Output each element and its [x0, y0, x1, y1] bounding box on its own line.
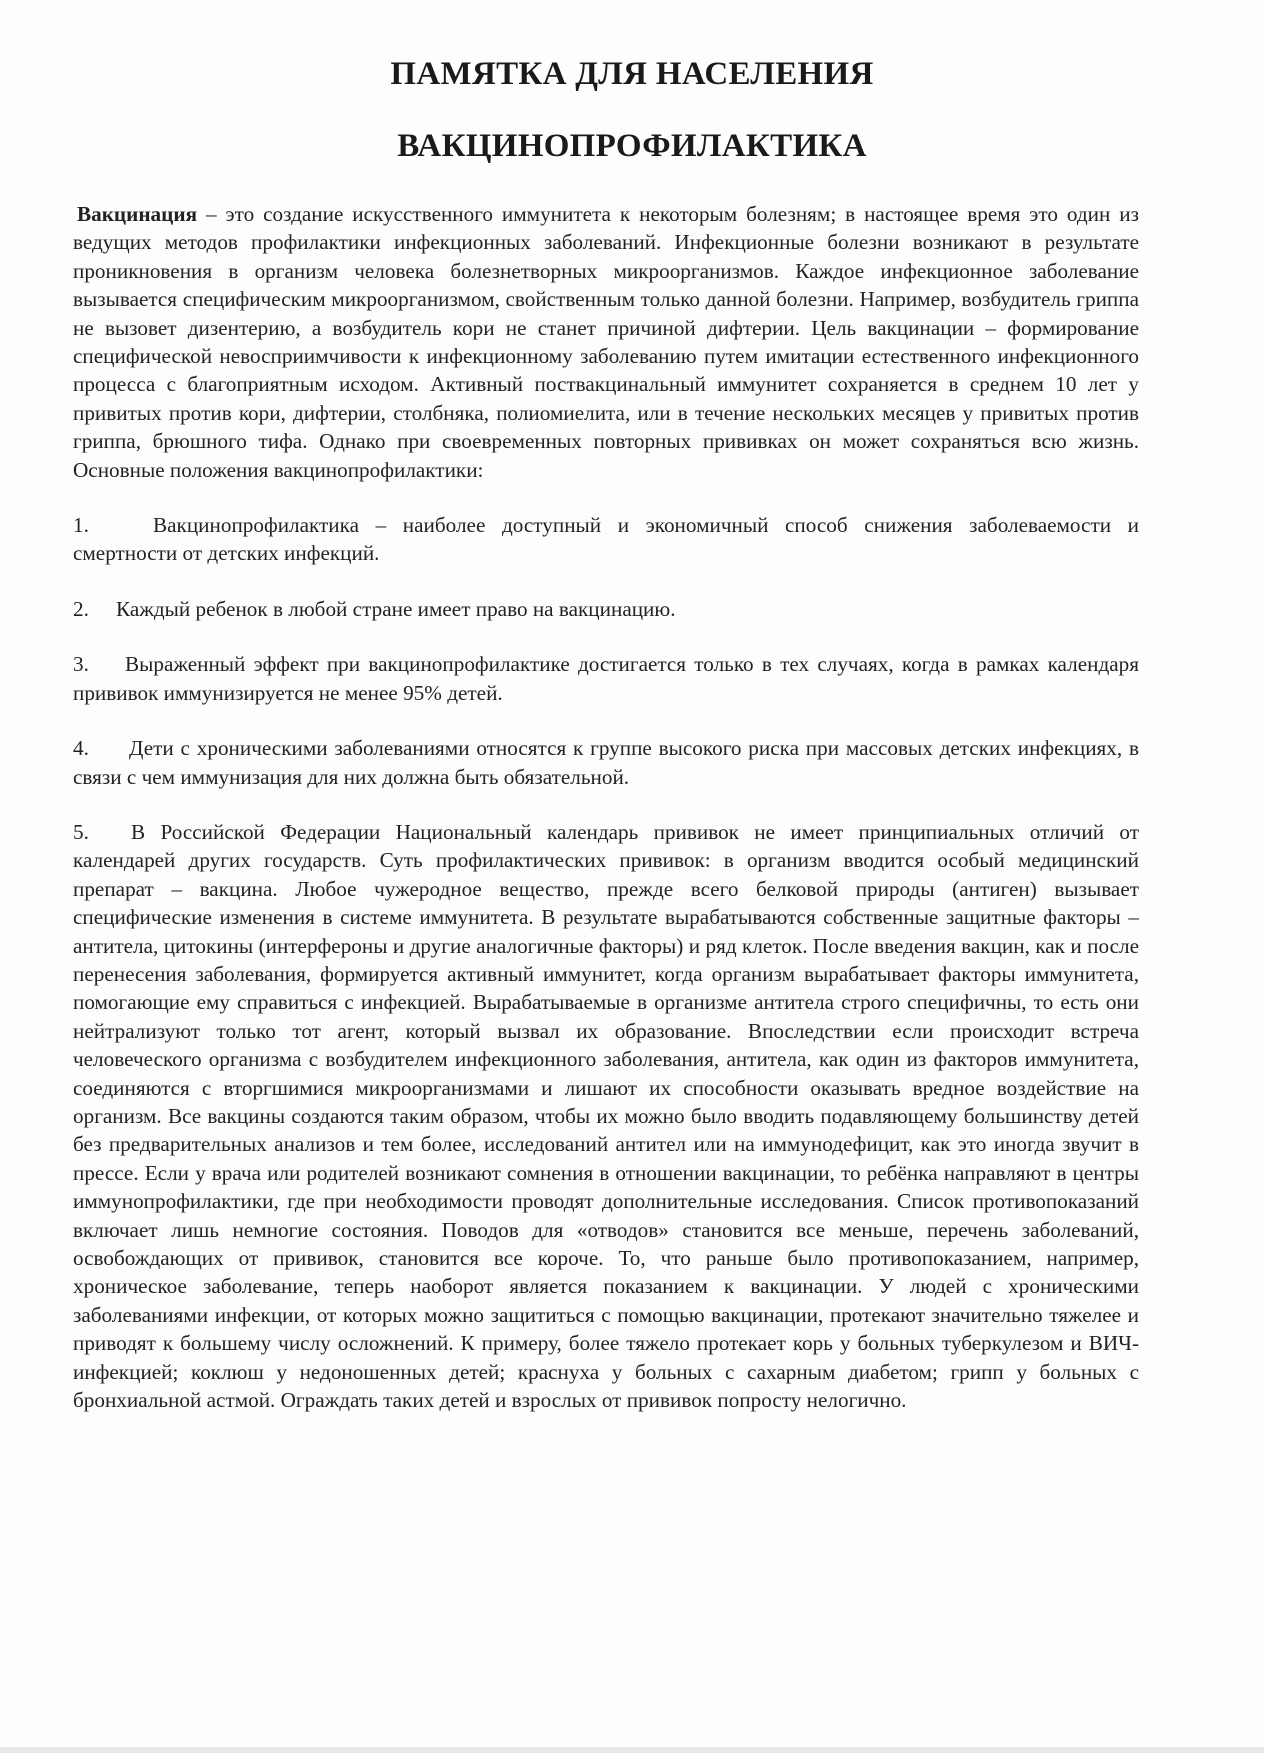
list-item: [73, 734, 1139, 791]
list-item-number: 5.: [73, 819, 89, 844]
intro-text: – это создание искусственного иммунитета к некоторым болезням; в настоящее время это один из ведущих методов профилактики инфекционных заболеваний. Инфекционные болезни возникают в результате проникновения в организм человека болезнетворных микроорганизмов. Каждое инфекционное заболевание вызывается специфическим микроорганизмом, свойственным только данной болезни. Например, возбудитель гриппа не вызовет дизентерию, а возбудитель кори не станет причиной дифтерии. Цель вакцинации – формирование специфической невосприимчивости к инфекционному заболеванию путем имитации естественного инфекционного процесса с благоприятным исходом. Активный поствакцинальный иммунитет сохраняется в среднем 10 лет у привитых против кори, дифтерии, столбняка, полиомиелита, или в течение нескольких месяцев у привитых против гриппа, брюшного тифа. Однако при своевременных повторных прививках он может сохраняться всю жизнь. Основные положения вакцинопрофилактики:: [73, 202, 1139, 482]
list-item-number: 2.: [73, 596, 89, 621]
intro-paragraph: [73, 200, 1139, 484]
list-item-text: Дети с хроническими заболеваниями относятся к группе высокого риска при массовых детских инфекциях, в связи с чем иммунизация для них должна быть обязательной.: [73, 736, 1139, 789]
list-item: [73, 511, 1139, 568]
list-item: [73, 818, 1139, 1415]
list-item-number: 1.: [73, 513, 89, 538]
list-item-number: 3.: [73, 652, 89, 677]
scan-edge-divider: [0, 1747, 1264, 1753]
list-item-text: Вакцинопрофилактика – наиболее доступный и экономичный способ снижения заболеваемости и смертности от детских инфекций.: [73, 513, 1139, 566]
list-item-text: Выраженный эффект при вакцинопрофилактике достигается только в тех случаях, когда в рамках календаря прививок иммунизируется не менее 95% детей.: [73, 652, 1139, 705]
list-item-text: Каждый ребенок в любой стране имеет право на вакцинацию.: [116, 596, 676, 621]
document-body: [73, 200, 1139, 1414]
list-item-text: В Российской Федерации Национальный календарь прививок не имеет принципиальных отличий от календарей других государств. Суть профилактических прививок: в организм вводится особый медицинский препарат – вакцина. Любое чужеродное вещество, прежде всего белковой природы (антиген) вызывает специфические изменения в системе иммунитета. В результате вырабатываются собственные защитные факторы – антитела, цитокины (интерфероны и другие аналогичные факторы) и ряд клеток. После введения вакцин, как и после перенесения заболевания, формируется активный иммунитет, когда организм вырабатывает факторы иммунитета, помогающие ему справиться с инфекцией. Вырабатываемые в организме антитела строго специфичны, то есть они нейтрализуют только тот агент, который вызвал их образование. Впоследствии если происходит встреча человеческого организма с возбудителем инфекционного заболевания, антитела, как один из факторов иммунитета, соединяются с вторгшимися микроорганизмами и лишают их способности оказывать вредное воздействие на организм. Все вакцины создаются таким образом, чтобы их можно было вводить подавляющему большинству детей без предварительных анализов и тем более, исследований антител или на иммунодефицит, как это иногда звучит в прессе. Если у врача или родителей возникают сомнения в отношении вакцинации, то ребёнка направляют в центры иммунопрофилактики, где при необходимости проводят дополнительные исследования. Список противопоказаний включает лишь немногие состояния. Поводов для «отводов» становится все меньше, перечень заболеваний, освобождающих от прививок, становится все короче. То, что раньше было противопоказанием, например, хроническое заболевание, теперь наоборот является показанием к вакцинации. У людей с хроническими заболеваниями инфекции, от которых можно защититься с помощью вакцинации, протекают значительно тяжелее и приводят к большему числу осложнений. К примеру, более тяжело протекает корь у больных туберкулезом и ВИЧ-инфекцией; коклюш у недоношенных детей; краснуха у больных с сахарным диабетом; грипп у больных с бронхиальной астмой. Ограждать таких детей и взрослых от прививок попросту нелогично.: [73, 819, 1139, 1413]
page-subtitle: ВАКЦИНОПРОФИЛАКТИКА: [397, 128, 867, 164]
list-item: [73, 595, 1139, 623]
list-item: [73, 650, 1139, 707]
page-title: ПАМЯТКА ДЛЯ НАСЕЛЕНИЯ: [390, 56, 874, 92]
list-item-number: 4.: [73, 736, 89, 761]
intro-term: Вакцинация: [77, 202, 198, 226]
